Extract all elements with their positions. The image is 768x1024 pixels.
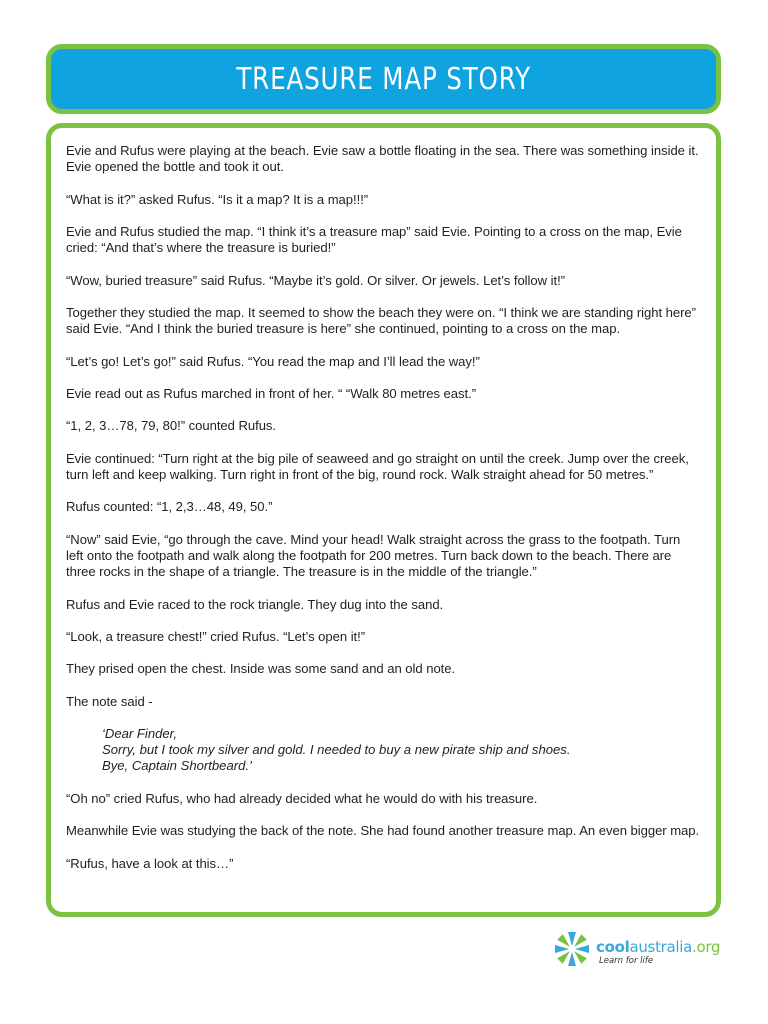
story-paragraph: “Wow, buried treasure” said Rufus. “Maybe it’s gold. Or silver. Or jewels. Let’s follow it!”: [66, 272, 565, 288]
story-paragraph: Evie and Rufus studied the map. “I think it’s a treasure map” said Evie. Pointing to a cross on the map, Evie cried: “And that’s where the treasure is buried!”: [66, 223, 682, 256]
story-paragraph: “Look, a treasure chest!” cried Rufus. “Let’s open it!”: [66, 628, 366, 644]
coolaustralia-logo[interactable]: [552, 929, 724, 973]
story-paragraph: “Oh no” cried Rufus, who had already decided what he would do with his treasure.: [66, 790, 538, 806]
story-paragraph: “Now” said Evie, “go through the cave. Mind your head! Walk straight across the grass to the footpath. Turn left onto the footpath and walk along the footpath for 200 metres. Turn back down to the beach. There are three rocks in the shape of a triangle. The treasure is in the middle of the triangle.”: [66, 531, 681, 580]
pirate-note-quote: [66, 726, 700, 775]
story-paragraph: Evie read out as Rufus marched in front of her. “ “Walk 80 metres east.”: [66, 385, 476, 401]
story-paragraph: The note said -: [66, 693, 153, 709]
note-line: Bye, Captain Shortbeard.’: [102, 758, 252, 774]
logo-cool-text: cool: [596, 938, 630, 956]
logo-tagline: Learn for life: [599, 956, 654, 966]
story-paragraph: Evie continued: “Turn right at the big pile of seaweed and go straight on until the creek. Jump over the creek, turn left and keep walking. Turn right in front of the big, round rock. Walk straight ahead for 50 metres.”: [66, 450, 689, 482]
story-paragraph: They prised open the chest. Inside was some sand and an old note.: [66, 661, 456, 677]
note-line: ‘Dear Finder,: [102, 726, 177, 742]
story-paragraph: Rufus and Evie raced to the rock triangle. They dug into the sand.: [66, 596, 444, 612]
story-paragraph: “1, 2, 3…78, 79, 80!” counted Rufus.: [66, 418, 277, 434]
story-paragraph: Evie and Rufus were playing at the beach. Evie saw a bottle floating in the sea. There was something inside it. Evie opened the bottle and took it out.: [66, 143, 699, 175]
story-paragraph: Rufus counted: “1, 2,3…48, 49, 50.”: [66, 499, 273, 515]
logo-australia-text: australia: [629, 938, 693, 956]
story-paragraph: “Let’s go! Let’s go!” said Rufus. “You read the map and I’ll lead the way!”: [66, 353, 480, 369]
page-title: TREASURE MAP STORY: [236, 61, 531, 97]
story-paragraph: “What is it?” asked Rufus. “Is it a map? It is a map!!!”: [66, 191, 369, 207]
title-banner: [46, 44, 721, 114]
coolaustralia-flower-icon: [552, 929, 592, 969]
story-paragraph: Together they studied the map. It seemed to show the beach they were on. “I think we are standing right here” said Evie. “And I think the buried treasure is here” she continued, pointing to a cross on the map.: [66, 304, 696, 337]
story-panel: [46, 123, 721, 917]
story-paragraph: Meanwhile Evie was studying the back of the note. She had found another treasure map. An even bigger map.: [66, 823, 700, 839]
logo-org-text: .org: [692, 938, 721, 956]
note-line: Sorry, but I took my silver and gold. I needed to buy a new pirate ship and shoes.: [102, 742, 571, 758]
story-paragraph: “Rufus, have a look at this…”: [66, 855, 234, 871]
logo-wordmark: [596, 938, 720, 956]
